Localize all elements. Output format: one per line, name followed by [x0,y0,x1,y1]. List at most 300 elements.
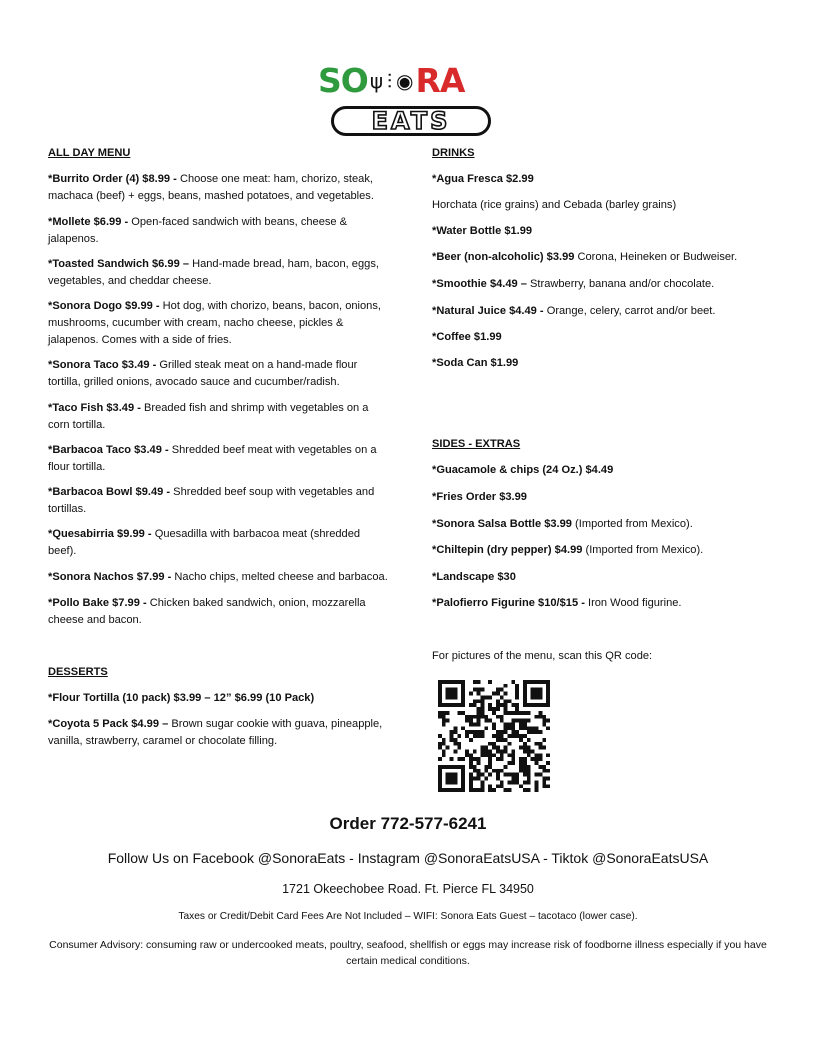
qr-module [527,777,531,781]
qr-module [446,765,450,769]
item-name: *Quesabirria $9.99 - [48,528,152,540]
qr-module [461,769,465,773]
qr-module [496,757,500,761]
item-name: *Sonora Nachos $7.99 - [48,571,172,583]
qr-module [473,688,477,692]
qr-module [515,692,519,696]
qr-module [488,773,492,777]
qr-module [523,719,527,723]
qr-module [480,788,484,792]
qr-module [484,769,488,773]
qr-module [492,788,496,792]
menu-item-sonora-taco [48,357,388,391]
qr-module [484,765,488,769]
qr-module [515,773,519,777]
logo-eats-text: EATS [371,107,451,135]
dessert-item-coyota [48,716,388,750]
qr-module [438,695,442,699]
qr-module [438,788,442,792]
item-name: *Pollo Bake $7.99 - [48,597,147,609]
qr-module [442,738,446,742]
qr-module [496,730,500,734]
item-desc: Chicken baked sandwich, onion, mozzarella cheese and bacon. [48,597,366,626]
qr-module [477,734,481,738]
qr-module [535,703,539,707]
qr-module [496,707,500,711]
qr-module [446,788,450,792]
qr-module [527,680,531,684]
qr-module [446,777,450,781]
qr-module [473,715,477,719]
qr-module [484,719,488,723]
qr-module [488,761,492,765]
qr-module [519,738,523,742]
qr-module [450,680,454,684]
qr-module [461,777,465,781]
qr-module [469,715,473,719]
menu-item-barbacoa-taco [48,442,388,476]
qr-module [484,750,488,754]
qr-module [480,784,484,788]
qr-module [542,765,546,769]
qr-module [438,765,442,769]
qr-module [442,680,446,684]
side-item-guacamole [432,462,772,479]
qr-module [527,726,531,730]
qr-module [453,680,457,684]
qr-module [484,753,488,757]
qr-module [453,765,457,769]
item-name: *Chiltepin (dry pepper) $4.99 [432,544,583,556]
qr-module [496,699,500,703]
qr-module [438,769,442,773]
qr-module [473,777,477,781]
qr-module [511,761,515,765]
drink-item-smoothie [432,276,772,293]
qr-module [469,722,473,726]
qr-module [488,765,492,769]
qr-module [453,773,457,777]
logo-letter-r: R [415,61,440,100]
qr-module [546,726,550,730]
qr-module [457,742,461,746]
item-name: *Guacamole & chips (24 Oz.) $4.49 [432,464,614,476]
qr-module [477,699,481,703]
qr-module [511,711,515,715]
qr-module [488,695,492,699]
qr-module [469,719,473,723]
qr-module [473,765,477,769]
qr-module [488,750,492,754]
qr-module [523,761,527,765]
qr-module [496,738,500,742]
qr-module [523,746,527,750]
qr-module [473,699,477,703]
qr-module [450,788,454,792]
qr-module [519,722,523,726]
qr-module [461,757,465,761]
qr-module [438,784,442,788]
qr-module [500,695,504,699]
qr-module [469,703,473,707]
qr-module [515,703,519,707]
qr-module [446,692,450,696]
item-name: *Coffee $1.99 [432,331,502,343]
qr-module [504,699,508,703]
item-desc: Grilled steak meat on a hand-made flour tortilla, grilled onions, avocado sauce and cucumber/radish. [48,359,358,388]
item-name: *Mollete $6.99 - [48,216,129,228]
qr-module [496,734,500,738]
qr-module [519,726,523,730]
qr-module [477,757,481,761]
qr-module [457,757,461,761]
qr-module [492,734,496,738]
qr-module [438,680,442,684]
qr-module [442,765,446,769]
qr-module [492,692,496,696]
qr-module [523,765,527,769]
qr-module [477,769,481,773]
qr-module [480,753,484,757]
qr-module [504,746,508,750]
qr-module [492,707,496,711]
logo-cactus-glyph: ψ [369,69,384,93]
item-name: *Sonora Dogo $9.99 - [48,300,160,312]
qr-module [453,738,457,742]
item-name: *Landscape $30 [432,571,516,583]
item-name: *Barbacoa Taco $3.49 - [48,444,169,456]
drink-item-water-bottle [432,223,772,240]
qr-module [477,788,481,792]
qr-module [453,703,457,707]
qr-module [500,719,504,723]
item-name: *Sonora Taco $3.49 - [48,359,157,371]
qr-module [496,750,500,754]
qr-module [508,711,512,715]
qr-module [438,742,442,746]
side-item-palofierro [432,595,772,612]
qr-module [500,780,504,784]
item-name: *Fries Order $3.99 [432,491,527,503]
qr-module [535,788,539,792]
qr-module [446,688,450,692]
qr-module [527,780,531,784]
qr-module [492,726,496,730]
qr-module [469,765,473,769]
qr-module [523,684,527,688]
qr-module [480,780,484,784]
qr-module [496,688,500,692]
qr-module [538,757,542,761]
qr-module [531,757,535,761]
qr-module [531,695,535,699]
qr-module [515,777,519,781]
qr-module [461,784,465,788]
qr-module [511,680,515,684]
qr-module [523,688,527,692]
item-desc: Brown sugar cookie with guava, pineapple, vanilla, strawberry, caramel or chocolate filling. [48,718,383,747]
qr-module [469,780,473,784]
qr-module [542,777,546,781]
qr-module [523,773,527,777]
qr-module [535,692,539,696]
qr-module [461,711,465,715]
qr-module [446,711,450,715]
qr-module [477,730,481,734]
qr-module [438,699,442,703]
qr-module [546,703,550,707]
qr-module [450,780,454,784]
qr-module [453,695,457,699]
qr-module [527,703,531,707]
item-name: *Palofierro Figurine $10/$15 - [432,597,585,609]
qr-module [538,715,542,719]
menu-item-sonora-nachos [48,569,388,586]
qr-module [504,684,508,688]
qr-module [523,742,527,746]
qr-module [519,761,523,765]
qr-module [480,699,484,703]
qr-module [531,692,535,696]
qr-module [461,788,465,792]
qr-module [538,742,542,746]
qr-module [438,773,442,777]
qr-module [496,769,500,773]
qr-module [500,703,504,707]
qr-module [480,703,484,707]
qr-module [450,738,454,742]
qr-module [527,788,531,792]
qr-module [515,695,519,699]
qr-module [488,707,492,711]
qr-module [461,680,465,684]
qr-module [453,750,457,754]
drink-item-natural-juice [432,303,772,320]
item-desc: Horchata (rice grains) and Cebada (barley grains) [432,199,677,211]
qr-module [535,757,539,761]
item-name: *Coyota 5 Pack $4.99 – [48,718,169,730]
menu-item-toasted-sandwich [48,256,388,290]
qr-module [523,734,527,738]
qr-module [453,777,457,781]
qr-module [546,719,550,723]
qr-module [461,773,465,777]
item-desc: Strawberry, banana and/or chocolate. [526,278,715,290]
drink-item-beer [432,249,772,266]
qr-module [519,784,523,788]
qr-module [469,757,473,761]
qr-module [484,715,488,719]
qr-module [500,730,504,734]
qr-module [523,703,527,707]
qr-module [484,777,488,781]
menu-item-quesabirria [48,526,388,560]
qr-module [438,746,442,750]
qr-module [480,734,484,738]
qr-module [519,711,523,715]
item-desc: Corona, Heineken or Budweiser. [574,251,738,263]
qr-module [477,777,481,781]
social-follow-line: Follow Us on Facebook @SonoraEats - Instagram @SonoraEatsUSA - Tiktok @SonoraEatsUSA [107,850,709,866]
qr-module [484,746,488,750]
qr-module [457,734,461,738]
logo-letter-o1: O [340,61,368,100]
sides-extras-heading: SIDES - EXTRAS [432,438,521,450]
qr-module [535,753,539,757]
qr-module [504,722,508,726]
qr-module [450,777,454,781]
qr-module [488,703,492,707]
qr-module [496,692,500,696]
item-name: *Natural Juice $4.49 - [432,305,544,317]
qr-module [511,780,515,784]
qr-module [515,684,519,688]
qr-module [457,680,461,684]
qr-module [465,719,469,723]
qr-module [469,692,473,696]
qr-module [450,695,454,699]
qr-module [508,722,512,726]
qr-module [473,750,477,754]
qr-module [508,788,512,792]
item-desc: Shredded beef meat with vegetables on a flour tortilla. [48,444,377,473]
item-name: *Sonora Salsa Bottle $3.99 [432,518,572,530]
logo-eats-badge [331,106,491,136]
item-desc: Open-faced sandwich with beans, cheese & jalapenos. [48,216,348,245]
menu-qr-code[interactable] [438,680,550,792]
qr-module [519,734,523,738]
qr-module [500,784,504,788]
qr-module [527,750,531,754]
qr-module [461,699,465,703]
qr-module [515,780,519,784]
qr-module [438,688,442,692]
side-item-fries [432,489,772,506]
item-desc: Iron Wood figurine. [584,597,682,609]
qr-module [523,726,527,730]
qr-module [442,722,446,726]
qr-module [515,711,519,715]
qr-module [508,780,512,784]
qr-module [446,703,450,707]
qr-module [508,699,512,703]
qr-module [461,684,465,688]
qr-module [477,719,481,723]
item-desc: Quesadilla with barbacoa meat (shredded beef). [48,528,361,557]
qr-module [477,761,481,765]
qr-module [500,757,504,761]
item-desc: Choose one meat: ham, chorizo, steak, machaca (beef) + eggs, beans, mashed potatoes, and vegetables. [48,173,374,202]
qr-module [484,695,488,699]
qr-module [546,769,550,773]
qr-module [461,765,465,769]
qr-module [511,753,515,757]
qr-module [438,711,442,715]
qr-module [504,692,508,696]
qr-module [477,707,481,711]
consumer-advisory: Consumer Advisory: consuming raw or undercooked meats, poultry, seafood, shellfish or eggs may increase risk of foodborne illness especially if you have certain medical conditions. [49,939,767,967]
qr-module [504,707,508,711]
qr-module [500,750,504,754]
item-desc: Breaded fish and shrimp with vegetables on a corn tortilla. [48,402,369,431]
qr-module [446,773,450,777]
qr-module [488,742,492,746]
qr-module [538,703,542,707]
qr-module [465,715,469,719]
qr-module [438,757,442,761]
qr-module [477,715,481,719]
qr-module [535,773,539,777]
qr-module [480,750,484,754]
qr-module [527,773,531,777]
qr-module [480,695,484,699]
qr-module [527,711,531,715]
qr-module [504,765,508,769]
qr-module [492,753,496,757]
qr-module [500,769,504,773]
item-name: *Water Bottle $1.99 [432,225,533,237]
store-address: 1721 Okeechobee Road. Ft. Pierce FL 34950 [282,882,534,896]
item-name: *Flour Tortilla (10 pack) $3.99 – 12” $6.99 (10 Pack) [48,692,315,704]
qr-module [535,761,539,765]
side-item-chiltepin [432,542,772,559]
qr-module [546,784,550,788]
qr-module [492,746,496,750]
desserts-heading: DESSERTS [48,666,108,678]
qr-module [477,773,481,777]
qr-caption: For pictures of the menu, scan this QR code: [432,650,653,662]
qr-module [511,750,515,754]
item-desc: (Imported from Mexico). [571,518,693,530]
qr-module [461,703,465,707]
qr-module [438,715,442,719]
qr-module [488,757,492,761]
item-name: *Agua Fresca $2.99 [432,173,534,185]
qr-module [473,722,477,726]
qr-module [446,680,450,684]
qr-module [515,688,519,692]
qr-module [465,753,469,757]
qr-module [453,730,457,734]
qr-module [469,773,473,777]
qr-module [535,680,539,684]
qr-module [504,730,508,734]
qr-module [527,738,531,742]
item-desc: (Imported from Mexico). [582,544,704,556]
qr-module [535,784,539,788]
qr-module [504,738,508,742]
qr-module [473,769,477,773]
qr-module [438,703,442,707]
qr-module [473,734,477,738]
item-name: *Burrito Order (4) $8.99 - [48,173,177,185]
qr-module [500,715,504,719]
qr-module [531,750,535,754]
qr-module [473,730,477,734]
qr-module [542,715,546,719]
qr-module [442,788,446,792]
qr-module [450,773,454,777]
qr-module [488,753,492,757]
qr-module [457,711,461,715]
qr-module [496,703,500,707]
qr-module [523,788,527,792]
qr-module [500,738,504,742]
qr-module [438,684,442,688]
qr-module [538,753,542,757]
qr-module [527,753,531,757]
qr-module [446,719,450,723]
